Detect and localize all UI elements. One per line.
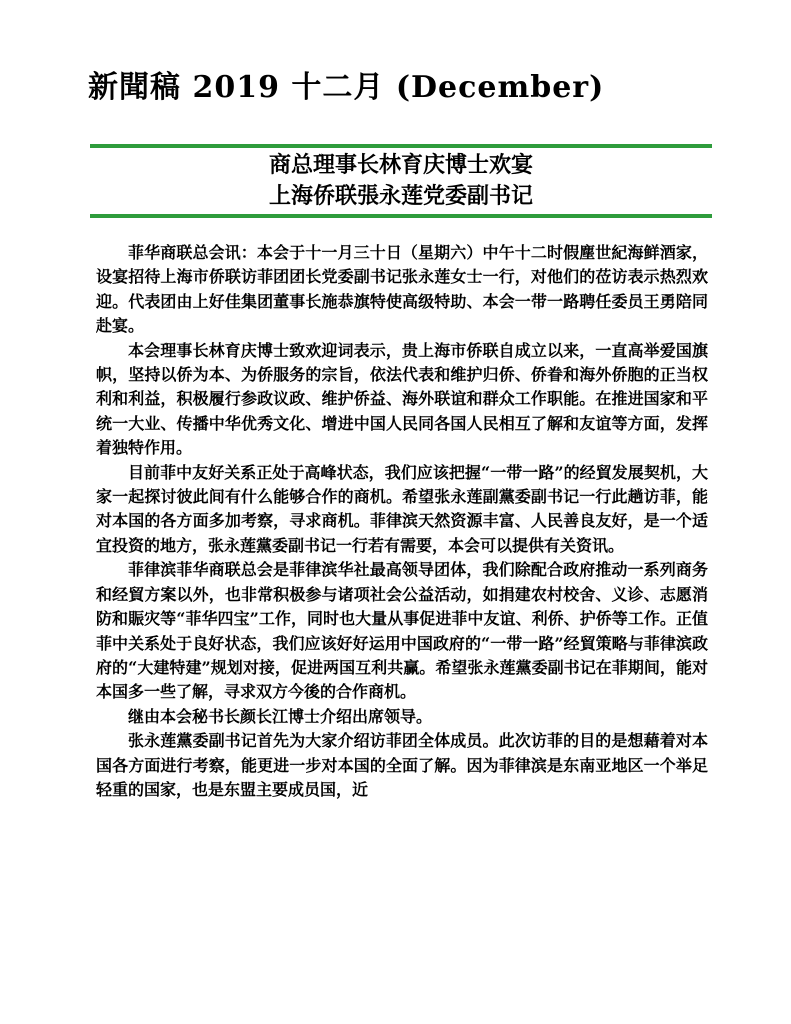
headline-bottom-rule bbox=[90, 214, 712, 218]
paragraph: 本会理事长林育庆博士致欢迎词表示，贵上海市侨联自成立以来，一直高举爱国旗帜，坚持以侨为本、为侨服务的宗旨，依法代表和维护归侨、侨眷和海外侨胞的正当权利和利益，积极履行参政议政、维护侨益、海外联谊和群众工作职能。在推进国家和平统一大业、传播中华优秀文化、增进中国人民同各国人民相互了解和友谊等方面，发挥着独特作用。 bbox=[96, 340, 708, 458]
headline-line-1: 商总理事长林育庆博士欢宴 bbox=[268, 152, 533, 178]
headline-line-2: 上海侨联張永莲党委副书记 bbox=[268, 183, 533, 209]
paragraph: 继由本会秘书长颜长江博士介绍出席领导。 bbox=[128, 706, 433, 726]
headline-top-rule bbox=[90, 144, 712, 148]
headline bbox=[90, 150, 712, 212]
article-body bbox=[96, 241, 708, 802]
paragraph: 菲律滨菲华商联总会是菲律滨华社最高领导团体，我们除配合政府推动一系列商务和经貿方案以外，也非常积极参与诸项社会公益活动，如捐建农村校舍、义诊、志愿消防和賑灾等“菲华四宝”工作，同时也大量从事促进菲中友谊、利侨、护侨等工作。正值菲中关系处于良好状态，我们应该好好运用中国政府的“一带一路”经貿策略与菲律滨政府的“大建特建”规划对接，促进两国互利共赢。希望张永莲黨委副书记在菲期间，能对本国多一些了解，寻求双方今後的合作商机。 bbox=[96, 560, 708, 702]
masthead-title: 新聞稿 2019 十二月 (December) bbox=[88, 70, 605, 105]
paragraph: 张永莲黨委副书记首先为大家介绍访菲团全体成员。此次访菲的目的是想藉着对本国各方面进行考察，能更进一步对本国的全面了解。因为菲律滨是东南亚地区一个举足轻重的国家，也是东盟主要成员国，近 bbox=[96, 731, 708, 799]
paragraph: 菲华商联总会讯：本会于十一月三十日（星期六）中午十二时假塵世紀海鲜酒家，设宴招待上海市侨联访菲团团长党委副书记张永莲女士一行，对他们的莅访表示热烈欢迎。代表团由上好佳集团董事长施恭旗特使高级特助、本会一带一路聘任委员王勇陪同赴宴。 bbox=[96, 243, 708, 336]
paragraph: 目前菲中友好关系正处于高峰状态，我们应该把握“一带一路”的经貿发展契机，大家一起探讨彼此间有什么能够合作的商机。希望张永莲副黨委副书记一行此趟访菲，能对本国的各方面多加考察，寻求商机。菲律滨天然资源丰富、人民善良友好，是一个适宜投资的地方，张永莲黨委副书记一行若有需要，本会可以提供有关资讯。 bbox=[96, 462, 708, 555]
